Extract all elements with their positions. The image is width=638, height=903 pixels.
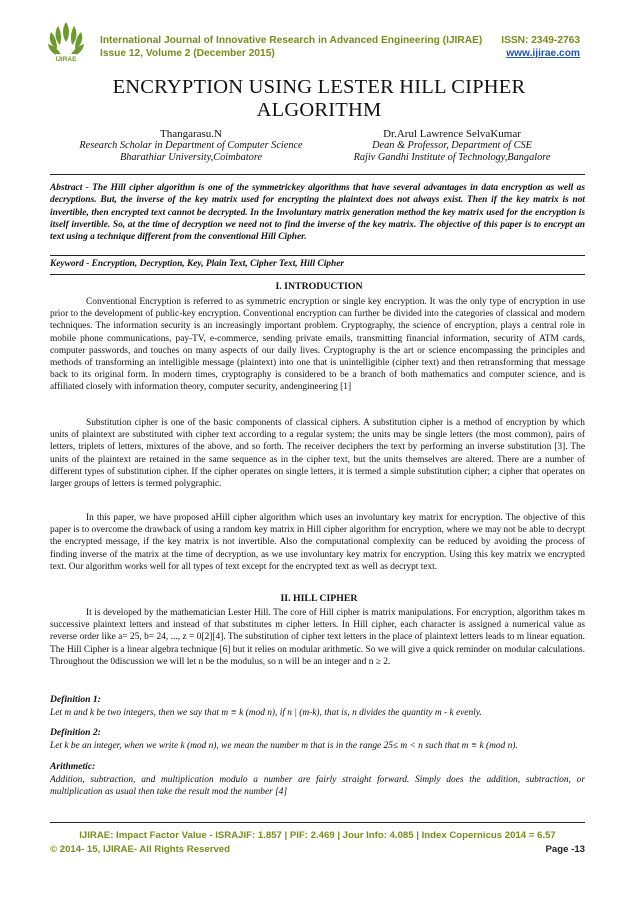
logo-text: IJIRAE bbox=[55, 56, 77, 63]
website-link[interactable]: www.ijirae.com bbox=[506, 48, 580, 59]
arithmetic-text: Addition, subtraction, and multiplication modulo a number are fairly straight forward. Simply does the addition, subtraction, or multiplication as usual then take the result mod the number [4] bbox=[50, 775, 585, 798]
paper-title-line1: ENCRYPTION USING LESTER HILL CIPHER bbox=[112, 76, 526, 98]
journal-name: International Journal of Innovative Research in Advanced Engineering (IJIRAE) bbox=[100, 35, 483, 46]
definition-1-heading: Definition 1: bbox=[50, 694, 101, 705]
issn: ISSN: 2349-2763 bbox=[501, 35, 580, 46]
author-block-2 bbox=[334, 128, 570, 165]
keywords: Keyword - Encryption, Decryption, Key, Plain Text, Cipher Text, Hill Cipher bbox=[50, 259, 345, 269]
section-heading-introduction: I. INTRODUCTION bbox=[275, 281, 363, 292]
arithmetic-heading: Arithmetic: bbox=[50, 761, 96, 772]
divider bbox=[50, 174, 585, 175]
page-number: Page -13 bbox=[545, 843, 585, 855]
author-role: Dean & Professor, Department of CSE bbox=[372, 140, 532, 152]
author-role: Research Scholar in Department of Computer Science bbox=[79, 140, 303, 152]
section-heading-hill-cipher: II. HILL CIPHER bbox=[280, 593, 358, 604]
intro-paragraph-2: Substitution cipher is one of the basic components of classical ciphers. A substitution cipher is a method of encryption by which units of plaintext are substituted with cipher text according to a regular system; the units may be single letters (the most common), pairs of letters, triplets of letters, mixtures of the above, and so forth. The receiver deciphers the text by performing an inverse substitution [3]. The units of the plaintext are retained in the same sequence as in the cipher text, but the units themselves are altered. There are a number of different types of substitution cipher. If the cipher operates on single letters, it is termed a simple substitution cipher; a cipher that operates on larger groups of letters is termed polygraphic. bbox=[50, 418, 585, 490]
paper-title bbox=[0, 76, 638, 122]
paper-title-line2: ALGORITHM bbox=[256, 99, 382, 121]
footer-divider bbox=[50, 822, 585, 823]
issue-info: Issue 12, Volume 2 (December 2015) bbox=[100, 48, 275, 59]
hill-paragraph-1: It is developed by the mathematician Lester Hill. The core of Hill cipher is matrix manipulations. For encryption, algorithm takes m successive plaintext letters and instead of that substitutes m cipher letters. In Hill cipher, each character is assigned a numerical value as reverse order like a= 25, b= 24, ..., z = 0[2][4]. The substitution of cipher text letters in the place of plaintext letters leads to m linear equation. The Hill Cipher is a linear algebra technique [6] but it relies on modular arithmetic. So we will give a quick reminder on modular calculations. Throughout the 0discussion we will let n be the modulus, so n will be an integer and n ≥ 2. bbox=[50, 608, 585, 667]
author-name: Dr.Arul Lawrence SelvaKumar bbox=[383, 128, 521, 140]
definition-2-text: Let k be an integer, when we write k (mod n), we mean the number m that is in the range 25≤ m < n such that m ≡ k (mod n). bbox=[50, 741, 518, 751]
author-name: Thangarasu.N bbox=[159, 128, 222, 140]
definition-2-heading: Definition 2: bbox=[50, 727, 101, 738]
footer-metrics: IJIRAE: Impact Factor Value - ISRAJIF: 1.857 | PIF: 2.469 | Jour Info: 4.085 | Index Copernicus 2014 = 6.57 bbox=[79, 830, 556, 841]
intro-paragraph-1: Conventional Encryption is referred to as symmetric encryption or single key encryption. It was the only type of encryption in use prior to the development of public-key encryption. Conventional encryption can further be divided into the categories of classical and modern techniques. The information security is an increasingly important problem. Cryptography, the science of encryption, plays a central role in mobile phone communications, pay-TV, e-commerce, sending private emails, transmitting financial information, security of ATM cards, computer passwords, and touches on many aspects of our daily lives. Cryptography is the art or science encompassing the principles and methods of transforming an intelligible message (plaintext) into one that is unintelligible (cipher text) and then retransforming that message back to its original form. In modern times, cryptography is considered to be a branch of both mathematics and computer science, and is affiliated closely with information theory, computer security, andengineering [1] bbox=[50, 297, 585, 393]
abstract: Abstract - The Hill cipher algorithm is one of the symmetrickey algorithms that have several advantages in data encryption as well as decryptions. But, the inverse of the key matrix used for encrypting the plaintext does not always exist. Then if the key matrix is not invertible, then encrypted text cannot be decrypted. In the Involuntary matrix generation method the key matrix used for the encryption is itself invertible. So, at the time of decryption we need not to find the inverse of the key matrix. The objective of this paper is to encrypt an text using a technique different from the conventional Hill Cipher. bbox=[50, 183, 585, 243]
footer-copyright: © 2014- 15, IJIRAE- All Rights Reserved bbox=[50, 843, 230, 855]
divider bbox=[50, 255, 585, 256]
intro-paragraph-3: In this paper, we have proposed aHill cipher algorithm which uses an involuntary key matrix for encryption. The objective of this paper is to overcome the drawback of using a random key matrix in Hill cipher algorithm for encryption, where we may not be able to decrypt the encrypted message, if the key matrix is not invertible. Also the computational complexity can be reduced by avoiding the process of finding inverse of the matrix at the time of decryption, as we use involuntary key matrix for encryption. Using this key matrix we encrypted text. Our algorithm works well for all types of text except for the encrypted text as well as decrypt text. bbox=[50, 513, 585, 572]
page-footer bbox=[50, 829, 585, 856]
journal-logo bbox=[44, 16, 88, 68]
journal-header bbox=[100, 34, 580, 60]
author-block-1 bbox=[76, 128, 306, 165]
author-institution: Bharathiar University,Coimbatore bbox=[119, 152, 263, 164]
author-institution: Rajiv Gandhi Institute of Technology,Bangalore bbox=[353, 152, 551, 164]
divider bbox=[50, 274, 585, 275]
definition-1-text: Let m and k be two integers, then we say that m ≡ k (mod n), if n | (m-k), that is, n divides the quantity m - k evenly. bbox=[50, 708, 482, 718]
